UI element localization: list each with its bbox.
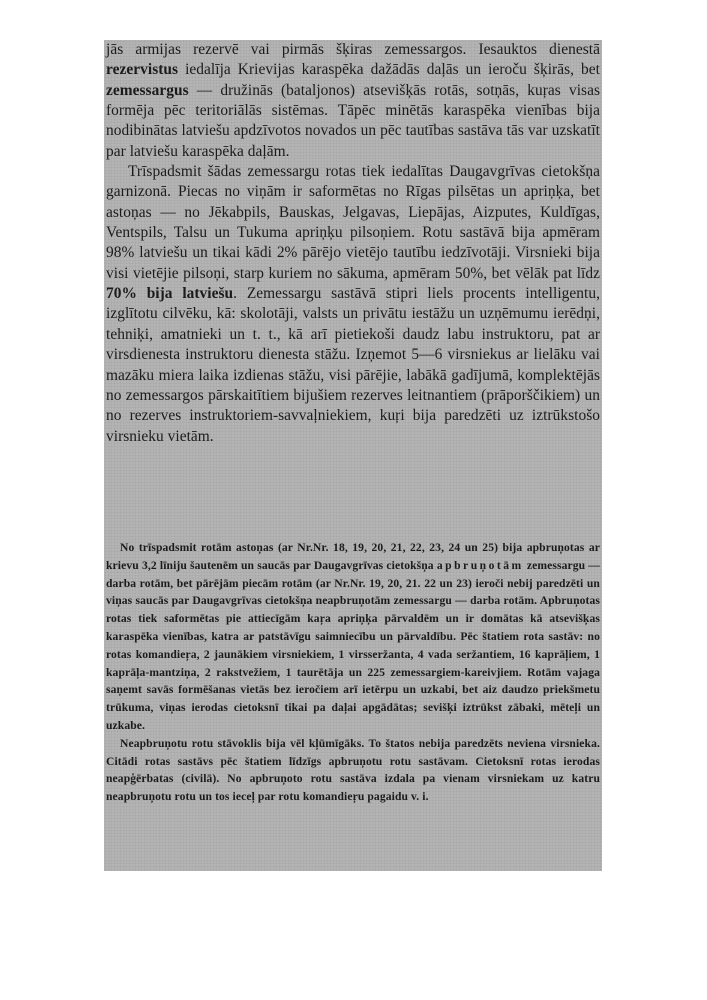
paragraph [106,735,600,806]
paragraph [106,162,600,447]
paragraph [106,539,600,735]
text-run: Neapbruņotu rotu stāvoklis bija vēl kļūmīgāks. To štatos nebija paredzēts neviena virsnieka. Citādi rotas sastāvs pēc štatiem līdzīgs apbruņotu rotu sastāvam. Cietoksnī rotas ierodas neapģērbatas (civilā). No apbruņoto rotu sastāva izdala pa vienam virsniekam uz katru neapbruņotu rotu un tos ieceļ par rotu komandieŗu pagaidu v. i. [106,736,600,804]
text-run: iedalīja Krievijas karaspēka dažādās daļās un ieroču šķirās, bet [178,61,600,79]
bold-text: rezervistus [106,61,179,79]
footnote-text-body [106,539,600,806]
bold-text: 70% bija latviešu [106,285,234,303]
scanned-page [104,40,602,871]
text-run: zemessargu — darba rotām, bet pārējām piecām rotām (ar Nr.Nr. 19, 20, 21. 22 un 23) ieroči nebij paredzēti un viņas saucās par Daugavgrīvas cietokšņa neapbruņotām zemessargu — darba rotām. Apbruņotas rotas tiek saformētas pie attiecīgām kaŗa apriņķa pārvaldēm un ir domātas kā atsevišķas karaspēka vienības, katra ar patstāvīgu saimniecību un pārvaldību. Pēc štatiem rota sastāv: no rotas komandieŗa, 2 jaunākiem virsniekiem, 1 virsseržanta, 4 vada seržantiem, 16 kaprāļiem, 1 kaprāļa-mantziņa, 2 rakstvežiem, 1 taurētāja un 225 zemessargiem-kareivjiem. Rotām vajaga saņemt savās formēšanas vietās bez ieročiem arī ietērpu un uzkabi, bet aiz daudzo priekšmetu trūkuma, viņas ierodas cietoksnī tikai pa daļai apgādātas; sevišķi iztrūkst zābaki, mēteļi un uzkabe. [106,558,601,732]
text-run: . Zemessargu sastāvā stipri liels procents intelligentu, izglītotu cilvēku, kā: skolotāji, valsts un privātu iestāžu un uzņēmumu ierēdņi, tehniķi, amatnieki un t. t., kā arī pietiekoši daudz labu instruktoru, pat ar virsdienesta instruktoru dienesta stāžu. Izņemot 5—6 virsniekus ar lielāku vai mazāku miera laika izdienas stāžu, visi pārējie, labākā gadījumā, komplektējās no zemessargos pārskaitītiem bijušiem rezerves leitnantiem (prāporščikiem) un no rezerves instruktoriem-savvaļniekiem, kuŗi bija paredzēti uz iztrūkstošo virsnieku vietām. [106,285,600,445]
text-run: Trīspadsmit šādas zemessargu rotas tiek iedalītas Daugavgrīvas cietokšņa garnizonā. Piecas no viņām ir saformētas no Rīgas pilsētas un apriņķa, bet astoņas — no Jēkabpils, Bauskas, Jelgavas, Liepājas, Aizputes, Kuldīgas, Ventspils, Talsu un Tukuma apriņķu pilsoņiem. Rotu sastāvā bija apmēram 98% latviešu un tikai kādi 2% pārējo vietējo tautību iedzīvotāji. Virsnieki bija visi vietējie pilsoņi, starp kuriem no sākuma, apmēram 50%, bet vēlāk pat līdz [106,163,600,282]
bold-text: zemessargus [106,81,189,99]
paragraph [106,40,600,162]
main-text-body [106,40,600,447]
text-run: — družinās (bataljonos) atsevišķās rotās, sotņās, kuŗas visas formēja pēc teritoriālās sistēmas. Tāpēc minētās karaspēka vienības bija nodibinātas latviešu apdzīvotos novados un pēc tautības sastāva tās var uzskatīt par latviešu karaspēka daļām. [106,81,600,160]
text-run: No trīspadsmit rotām astoņas (ar Nr.Nr. 18, 19, 20, 21, 22, 23, 24 un 25) bija apbruņotas ar krievu 3,2 līniju šautenēm un saucās par Daugavgrīvas cietokšņa [106,541,600,572]
text-run: jās armijas rezervē vai pirmās šķiras zemessargos. Iesauktos dienestā [106,41,600,58]
spaced-text: apbruņotām [436,558,524,572]
